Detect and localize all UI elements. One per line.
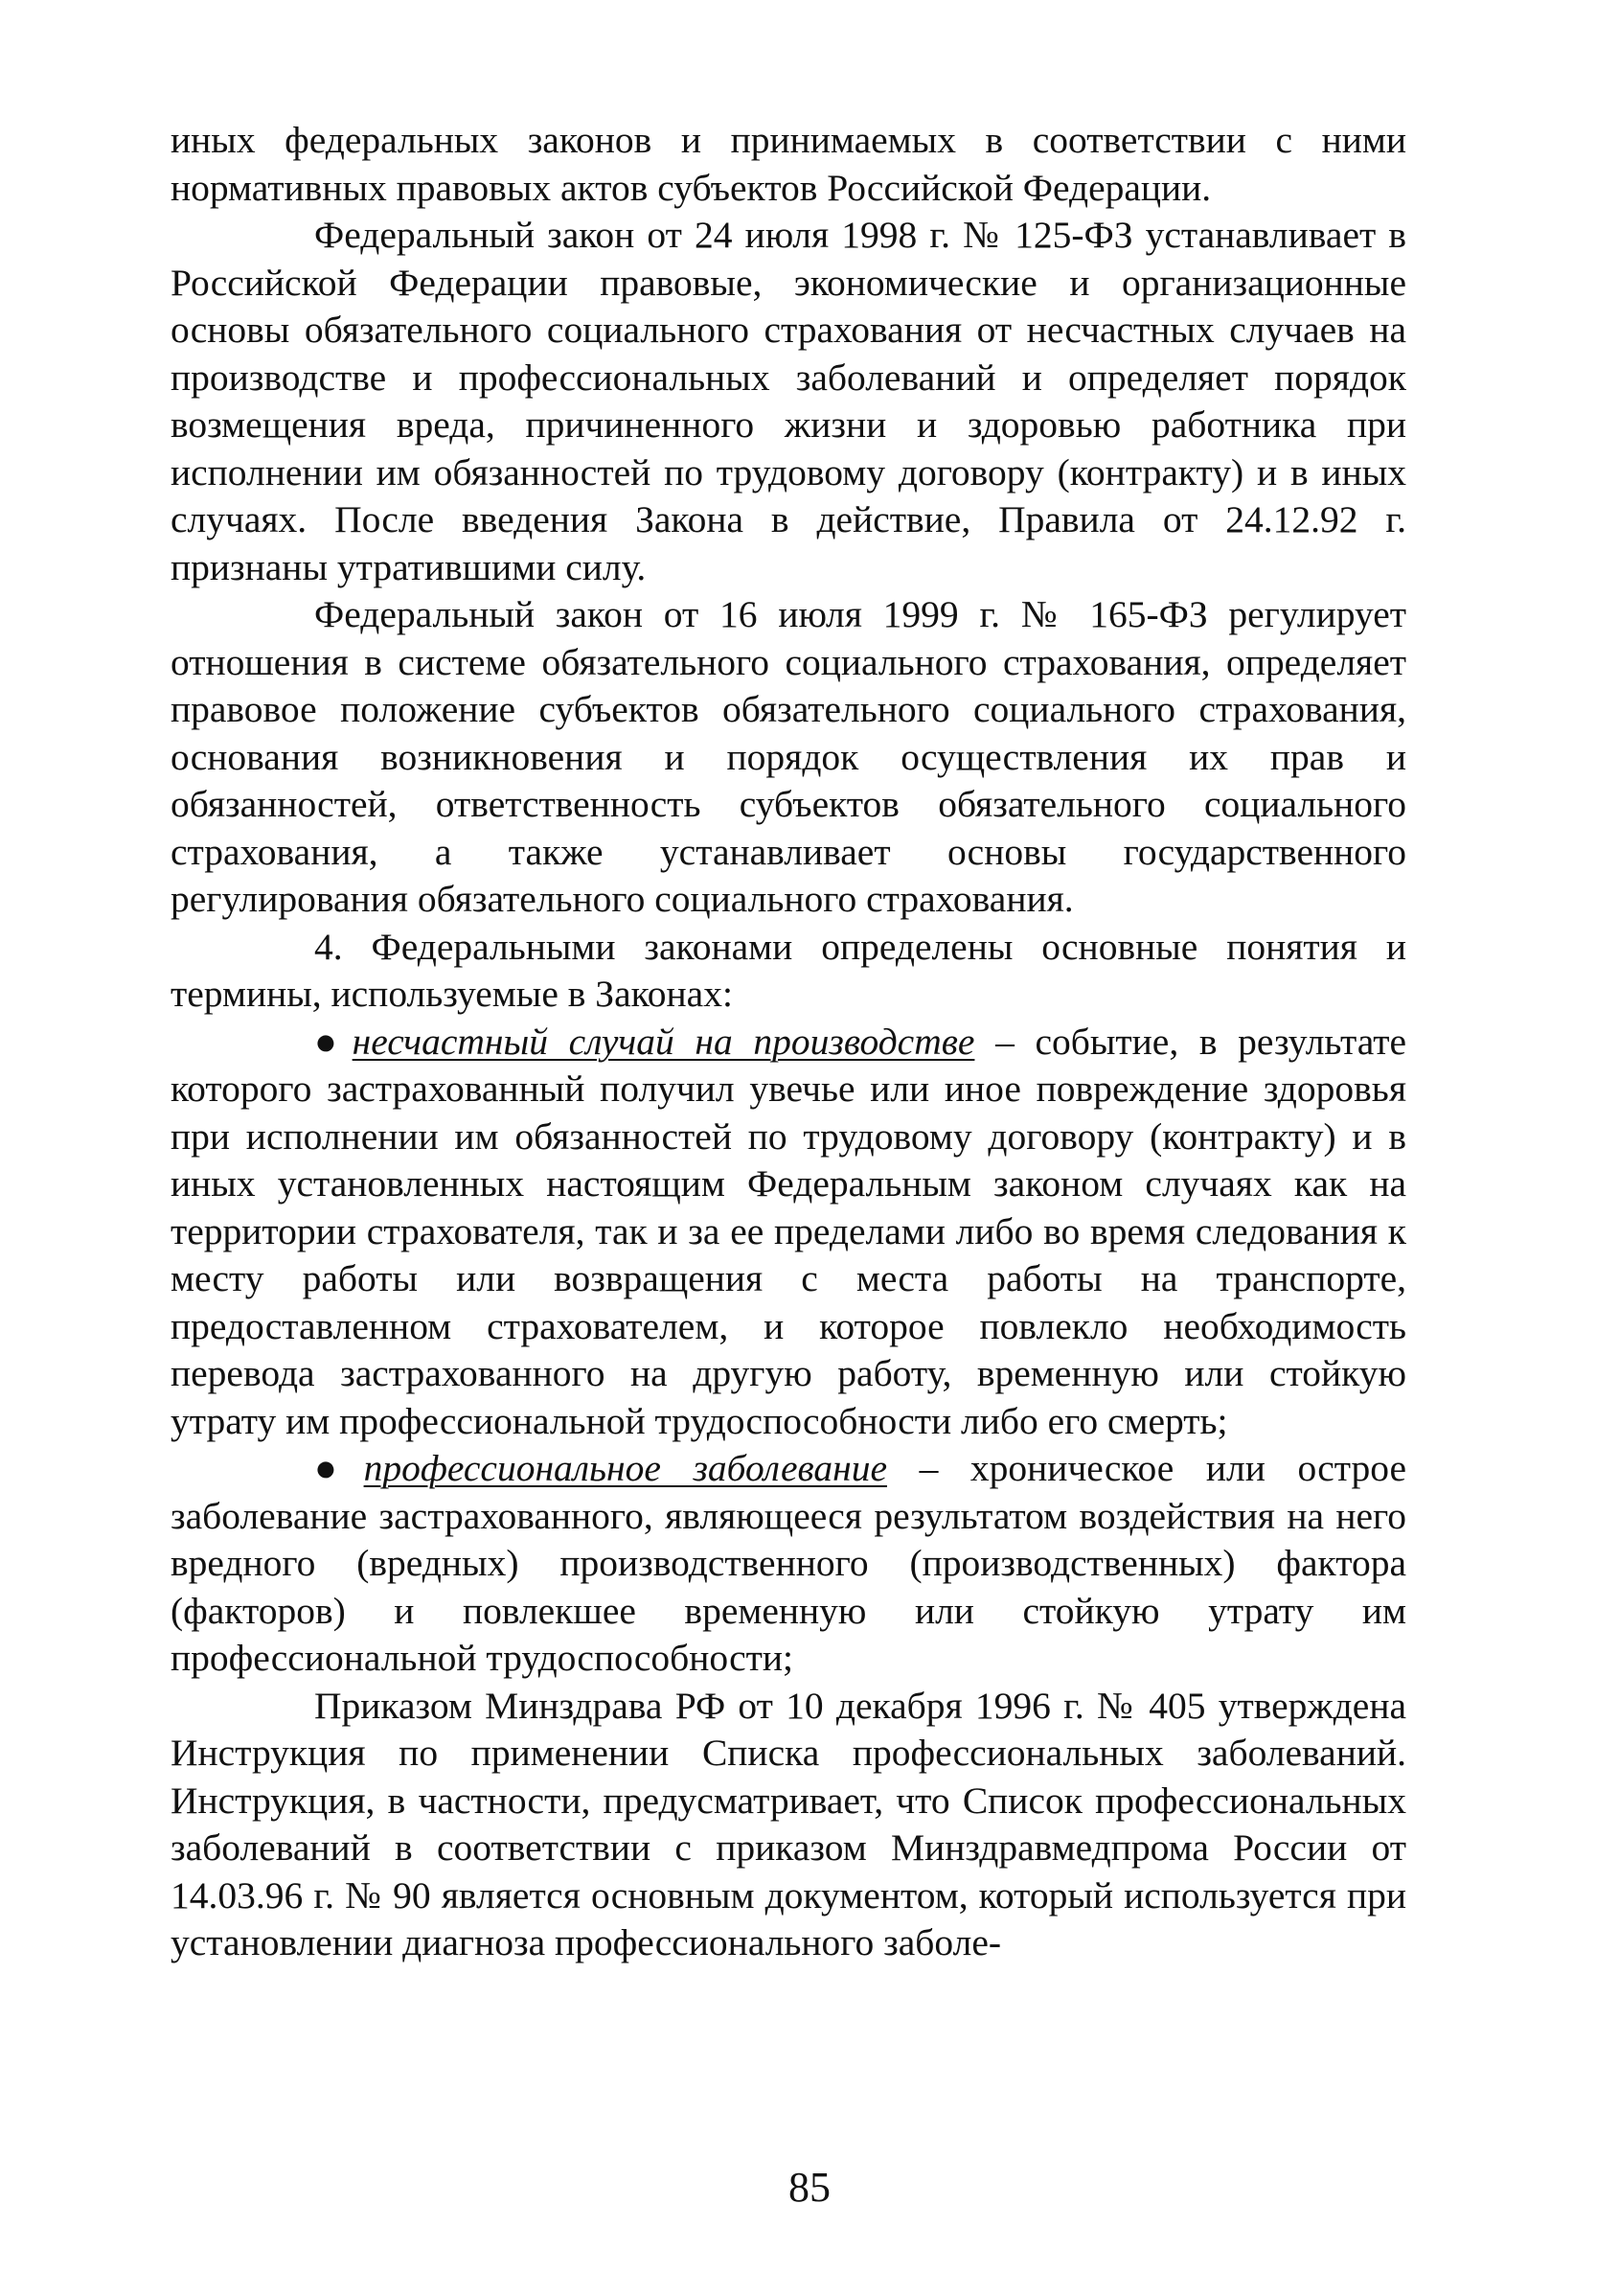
definition-disease — [171, 1445, 1406, 1683]
definition-text: – хроническое или острое заболевание застрахованного, являющееся результатом воздействия на него вредного (вредных) производственного (производственных) фактора (факторов) и повлекшее временную или стойкую утрату им профессиональной трудоспособности; — [171, 1447, 1407, 1679]
paragraph-law-165: Федеральный закон от 16 июля 1999 г. № 165-ФЗ регулирует отношения в системе обязательного социального страхования, определяет правовое положение субъектов обязательного социального страхования, основания возникновения и порядок осуществления их прав и обязанностей, ответственность субъектов обязательного социального страхования, а также устанавливает основы государственного регулирования обязательного социального страхования. — [171, 593, 1406, 920]
bullet-icon: ● — [314, 1447, 360, 1489]
paragraph-intro: иных федеральных законов и принимаемых в соответствии с ними нормативных правовых актов субъектов Российской Федерации. — [171, 119, 1406, 209]
definition-text: – событие, в результате которого застрахованный получил увечье или иное повреждение здоровья при исполнении им обязанностей по трудовому договору (контракту) и в иных установленных настоящим Федеральным законом случаях как на территории страхователя, так и за ее пределами либо во время следования к месту работы или возвращения с места работы на транспорте, предоставленном страхователем, и которое повлекло необходимость перевода застрахованного на другую работу, временную или стойкую утрату им профессиональной трудоспособности либо его смерть; — [171, 1020, 1406, 1442]
document-page — [171, 117, 1406, 1967]
definition-term: профессиональное заболевание — [363, 1447, 887, 1489]
definition-term: несчастный случай на производстве — [352, 1020, 975, 1063]
paragraph-law-125: Федеральный закон от 24 июля 1998 г. № 125-ФЗ устанавливает в Российской Федерации правовые, экономические и организационные основы обязательного социального страхования от несчастных случаев на производстве и профессиональных заболеваний и определяет порядок возмещения вреда, причиненного жизни и здоровью работника при исполнении им обязанностей по трудовому договору (контракту) и в иных случаях. После введения Закона в действие, Правила от 24.12.92 г. признаны утратившими силу. — [171, 214, 1406, 588]
bullet-icon: ● — [314, 1020, 349, 1063]
page-number: 85 — [788, 2164, 831, 2211]
paragraph-terms-intro: 4. Федеральными законами определены основные понятия и термины, используемые в Законах: — [171, 925, 1406, 1015]
paragraph-order-405: Приказом Минздрава РФ от 10 декабря 1996 г. № 405 утверждена Инструкция по применении Списка профессиональных заболеваний. Инструкция, в частности, предусматривает, что Список профессиональных заболеваний в соответствии с приказом Минздравмедпрома России от 14.03.96 г. № 90 является основным документом, который используется при установлении диагноза профессионального заболе- — [171, 1684, 1406, 1963]
definition-accident — [171, 1019, 1406, 1446]
